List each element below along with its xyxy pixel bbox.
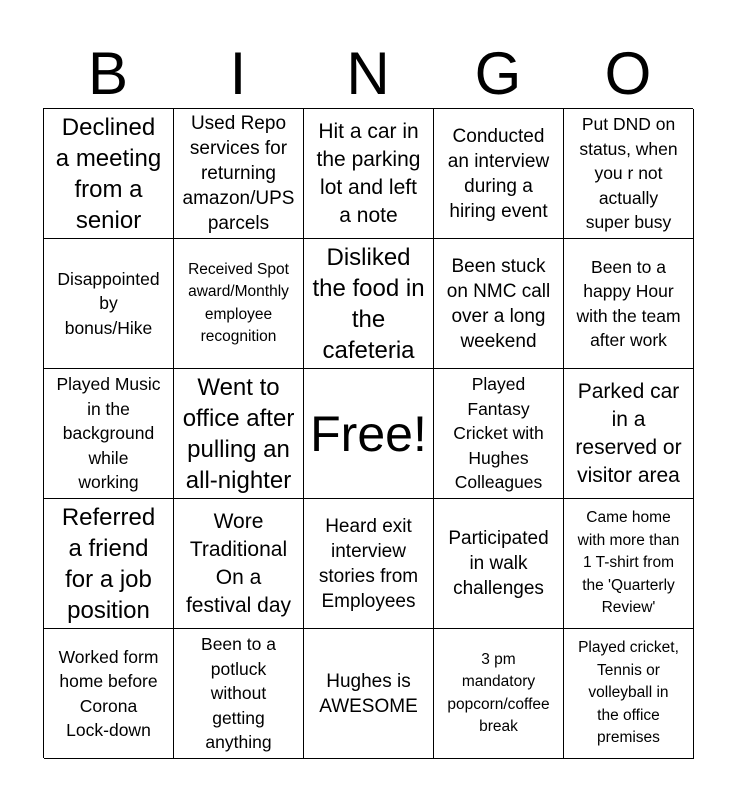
cell-text: Put DND on status, when you r not actually super busy [579, 114, 678, 233]
cell-text: Played cricket, Tennis or volleyball in the office premises [578, 639, 679, 747]
cell-text: Declined a meeting from a senior [55, 113, 162, 234]
cell-text: Referred a friend for a job position [61, 503, 156, 624]
bingo-cell[interactable] [564, 499, 694, 629]
cell-text: Been stuck on NMC call over a long weekend [446, 255, 551, 352]
cell-text: Played Music in the background while working [56, 374, 161, 493]
bingo-cell[interactable] [304, 499, 434, 629]
cell-text: Conducted an interview during a hiring event [447, 125, 550, 222]
bingo-cell[interactable] [304, 239, 434, 369]
cell-text: Hughes is AWESOME [319, 670, 418, 717]
header-letter-b: B [87, 40, 129, 107]
bingo-cell[interactable] [44, 499, 174, 629]
cell-text: Played Fantasy Cricket with Hughes Colleagues [453, 374, 544, 493]
bingo-cell[interactable] [434, 239, 564, 369]
cell-text: Used Repo services for returning amazon/UPS parcels [182, 113, 295, 234]
cell-text: Received Spot award/Monthly employee recognition [188, 260, 289, 345]
bingo-cell[interactable] [174, 369, 304, 499]
header-letter-i: I [229, 40, 247, 107]
cell-text: Wore Traditional On a festival day [185, 509, 292, 617]
cell-text: Worked form home before Corona Lock-down [58, 646, 159, 740]
free-space-text: Free! [310, 405, 427, 462]
bingo-cell[interactable] [564, 369, 694, 499]
bingo-cell[interactable] [44, 239, 174, 369]
bingo-cell[interactable] [564, 629, 694, 759]
cell-text: Disliked the food in the cafeteria [312, 243, 425, 364]
cell-text: Went to office after pulling an all-nighter [182, 373, 295, 494]
bingo-cell[interactable] [174, 239, 304, 369]
bingo-cell[interactable] [304, 629, 434, 759]
bingo-board [43, 108, 693, 758]
bingo-cell[interactable] [174, 499, 304, 629]
bingo-cell[interactable] [564, 239, 694, 369]
cell-text: Heard exit interview stories from Employees [318, 515, 419, 612]
header-letter-n: N [346, 40, 390, 107]
bingo-header [43, 40, 693, 108]
cell-text: Parked car in a reserved or visitor area [575, 379, 682, 487]
bingo-cell[interactable] [44, 369, 174, 499]
cell-text: Been to a potluck without getting anything [201, 634, 276, 753]
bingo-cell[interactable] [174, 109, 304, 239]
bingo-cell[interactable] [434, 499, 564, 629]
cell-text: 3 pm mandatory popcorn/coffee break [447, 650, 550, 735]
cell-text: Disappointed by bonus/Hike [57, 268, 160, 338]
header-letter-g: G [474, 40, 522, 107]
bingo-cell[interactable] [44, 629, 174, 759]
header-letter-o: O [604, 40, 652, 107]
cell-text: Came home with more than 1 T-shirt from the 'Quarterly Review' [577, 509, 680, 617]
bingo-cell[interactable] [174, 629, 304, 759]
bingo-cell[interactable] [44, 109, 174, 239]
cell-text: Been to a happy Hour with the team after work [576, 256, 681, 350]
bingo-cell[interactable] [434, 629, 564, 759]
bingo-cell-free[interactable] [304, 369, 434, 499]
bingo-cell[interactable] [564, 109, 694, 239]
cell-text: Participated in walk challenges [448, 528, 549, 599]
bingo-cell[interactable] [434, 369, 564, 499]
bingo-cell[interactable] [434, 109, 564, 239]
bingo-cell[interactable] [304, 109, 434, 239]
cell-text: Hit a car in the parking lot and left a note [316, 119, 421, 227]
